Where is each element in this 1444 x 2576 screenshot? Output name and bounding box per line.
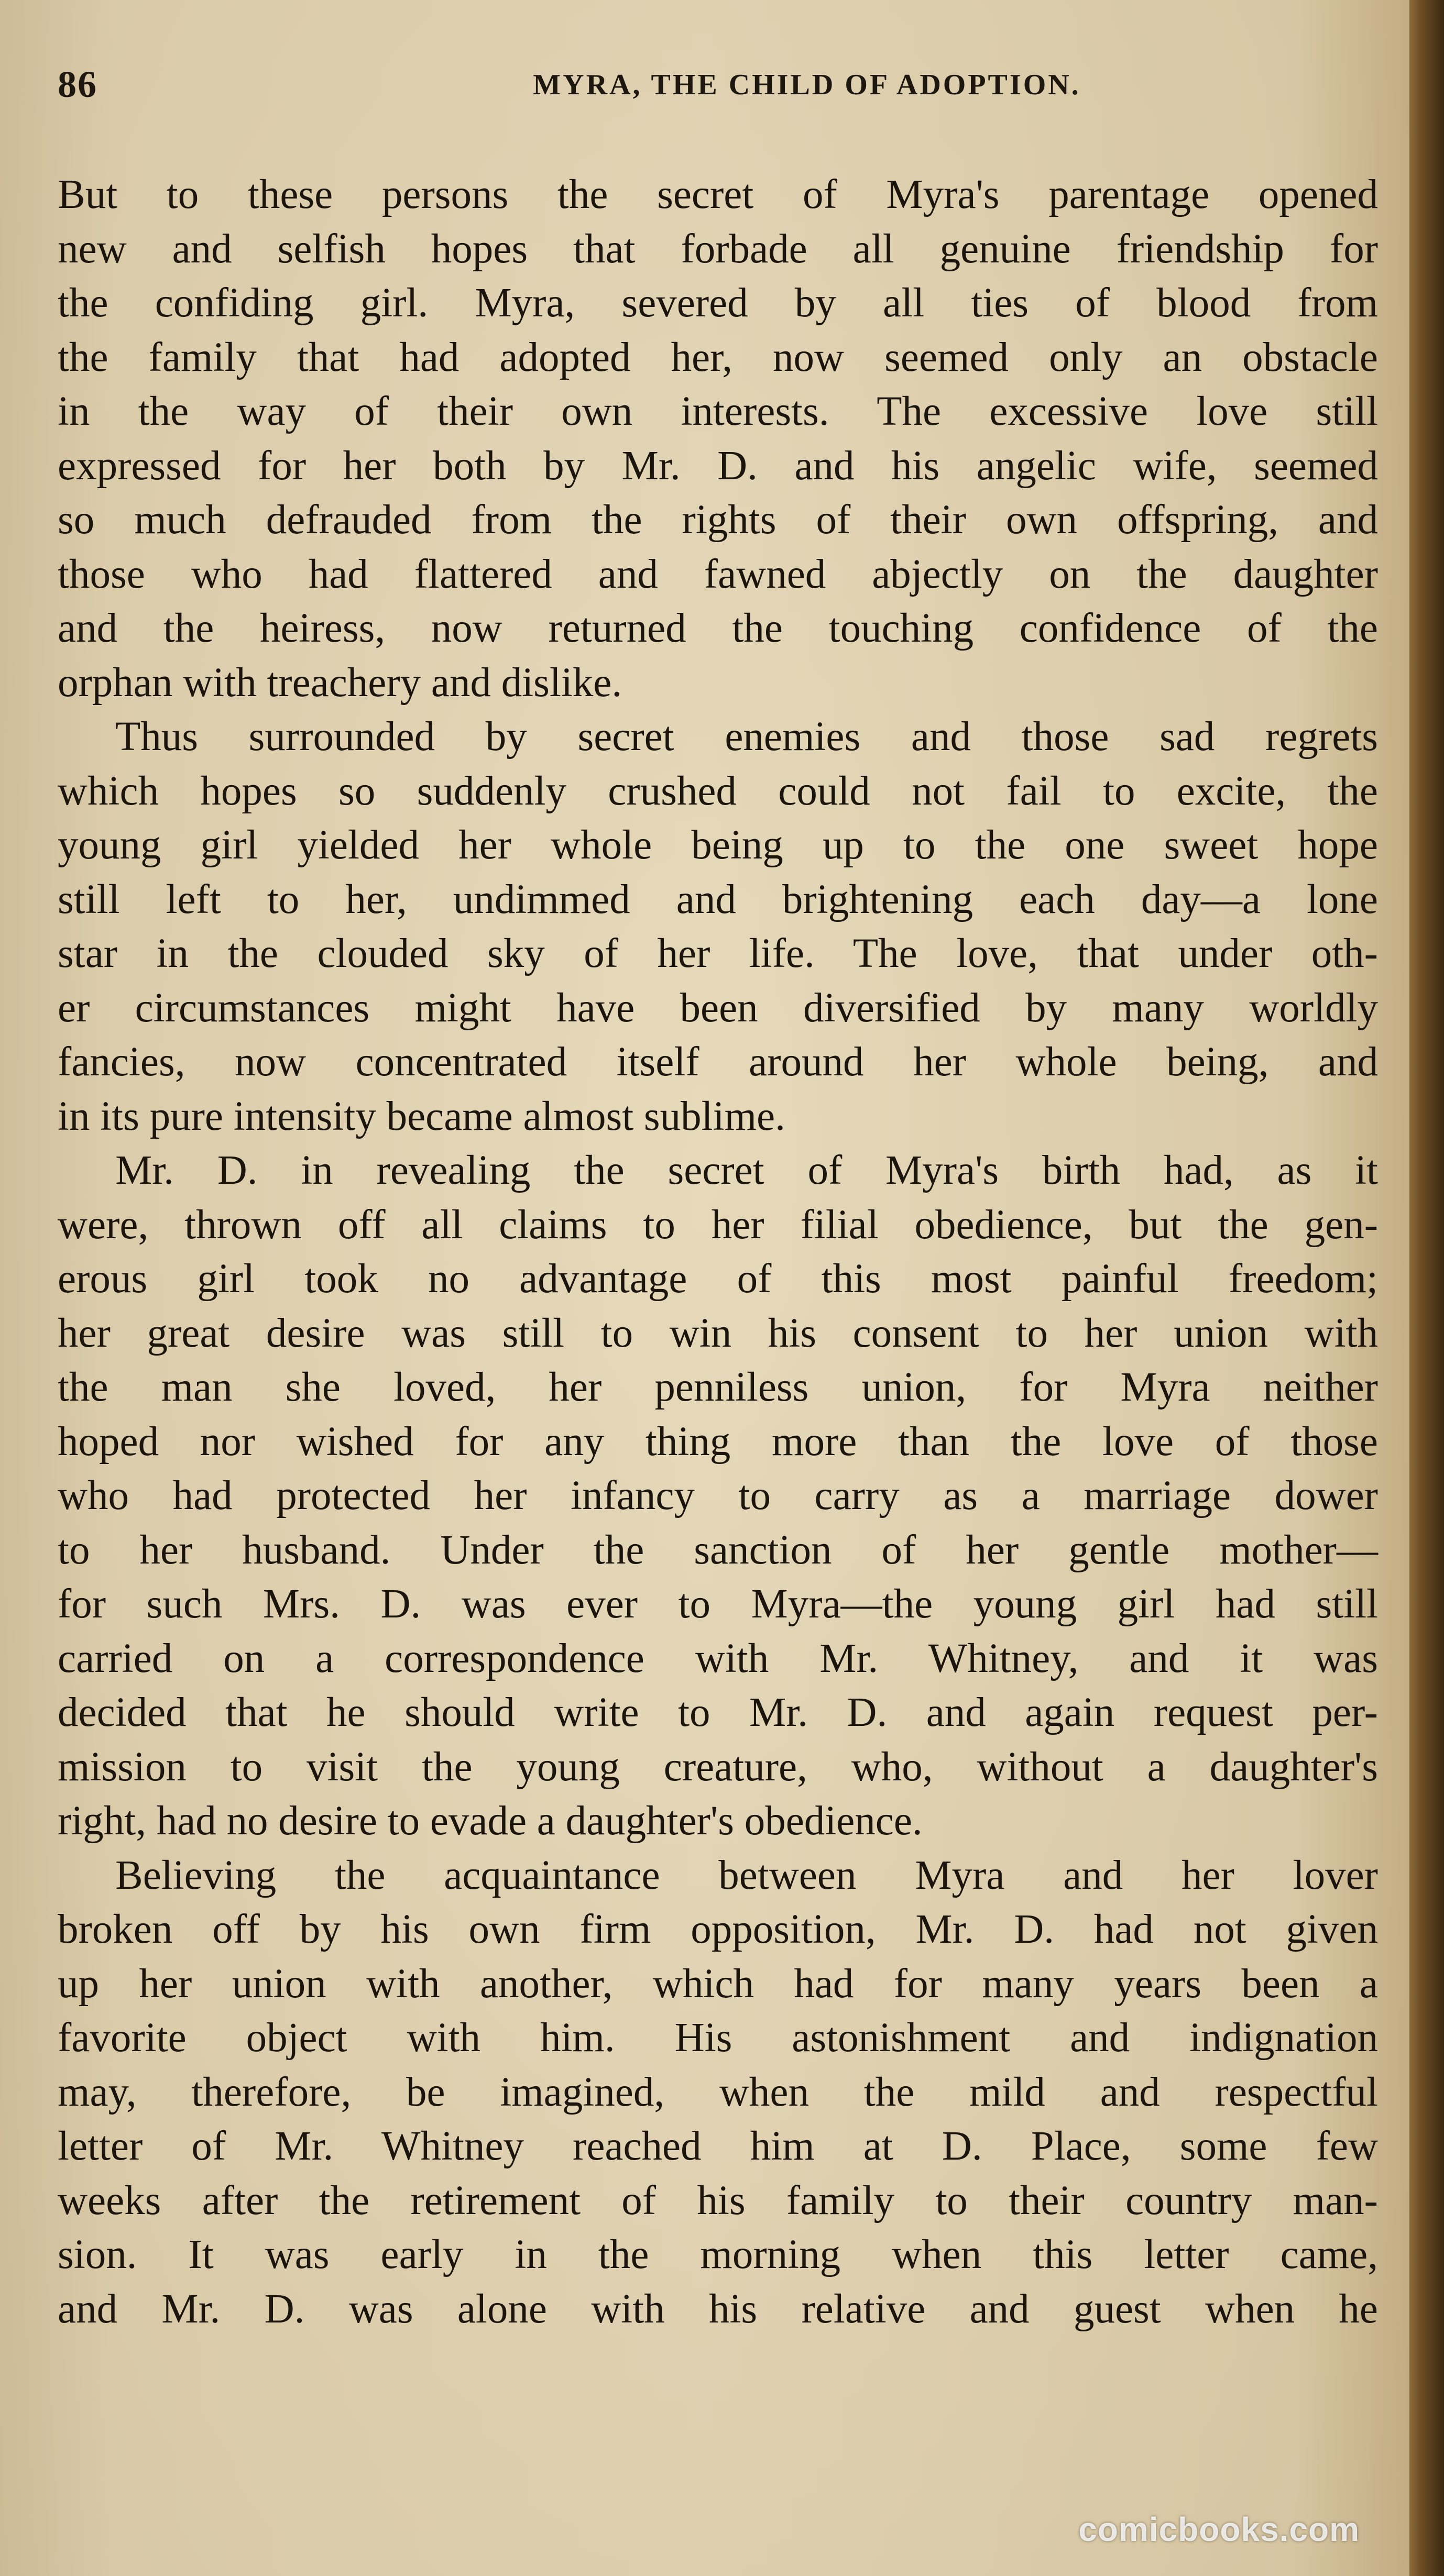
text-line: mission to visit the young creature, who, without a daughter's bbox=[58, 1744, 1378, 1790]
text-line: in its pure intensity became almost sublime. bbox=[58, 1093, 785, 1139]
text-line: so much defrauded from the rights of their own offspring, and bbox=[58, 497, 1378, 543]
text-line: sion. It was early in the morning when this letter came, bbox=[58, 2232, 1378, 2277]
text-line: letter of Mr. Whitney reached him at D. Place, some few bbox=[58, 2123, 1378, 2169]
text-line: the confiding girl. Myra, severed by all ties of blood from bbox=[58, 280, 1378, 326]
text-line: those who had flattered and fawned abjectly on the daughter bbox=[58, 551, 1378, 597]
text-line: orphan with treachery and dislike. bbox=[58, 659, 622, 706]
text-line: her great desire was still to win his consent to her union with bbox=[58, 1310, 1378, 1356]
text-line: may, therefore, be imagined, when the mild and respectful bbox=[58, 2069, 1378, 2115]
text-line: up her union with another, which had for many years been a bbox=[58, 1961, 1378, 2007]
text-line: fancies, now concentrated itself around her whole being, and bbox=[58, 1039, 1378, 1085]
page-header bbox=[58, 63, 1378, 110]
text-line: carried on a correspondence with Mr. Whitney, and it was bbox=[58, 1635, 1378, 1681]
text-line: in the way of their own interests. The excessive love still bbox=[58, 389, 1378, 434]
text-line: and Mr. D. was alone with his relative and guest when he bbox=[58, 2286, 1378, 2332]
text-line: still left to her, undimmed and brightening each day—a lone bbox=[58, 876, 1378, 922]
text-line: Thus surrounded by secret enemies and those sad regrets bbox=[115, 714, 1378, 759]
text-line: were, thrown off all claims to her filial obedience, but the gen- bbox=[58, 1202, 1378, 1248]
text-line: and the heiress, now returned the touching confidence of the bbox=[58, 606, 1378, 651]
text-line: which hopes so suddenly crushed could not fail to excite, the bbox=[58, 768, 1378, 814]
page-number: 86 bbox=[58, 63, 97, 105]
text-line: young girl yielded her whole being up to the one sweet hope bbox=[58, 822, 1378, 868]
text-line: who had protected her infancy to carry as a marriage dower bbox=[58, 1473, 1378, 1518]
text-line: star in the clouded sky of her life. The love, that under oth- bbox=[58, 931, 1378, 976]
body-text bbox=[58, 168, 1378, 2336]
text-line: erous girl took no advantage of this most painful freedom; bbox=[58, 1256, 1378, 1302]
text-line: the man she loved, her penniless union, for Myra neither bbox=[58, 1364, 1378, 1410]
text-line: weeks after the retirement of his family to their country man- bbox=[58, 2177, 1378, 2223]
text-line: hoped nor wished for any thing more than the love of those bbox=[58, 1418, 1378, 1465]
text-line: for such Mrs. D. was ever to Myra—the young girl had still bbox=[58, 1581, 1378, 1627]
text-line: decided that he should write to Mr. D. and again request per- bbox=[58, 1690, 1378, 1735]
text-line: But to these persons the secret of Myra's parentage opened bbox=[58, 172, 1378, 217]
running-title: MYRA, THE CHILD OF ADOPTION. bbox=[533, 69, 1081, 101]
text-line: the family that had adopted her, now seemed only an obstacle bbox=[58, 334, 1378, 380]
text-line: Mr. D. in revealing the secret of Myra's birth had, as it bbox=[115, 1148, 1378, 1193]
text-line: er circumstances might have been diversified by many worldly bbox=[58, 985, 1378, 1031]
text-line: right, had no desire to evade a daughter's obedience. bbox=[58, 1798, 923, 1844]
text-line: expressed for her both by Mr. D. and his angelic wife, seemed bbox=[58, 443, 1378, 489]
text-line: broken off by his own firm opposition, Mr. D. had not given bbox=[58, 1907, 1378, 1952]
text-line: Believing the acquaintance between Myra and her lover bbox=[115, 1852, 1378, 1898]
text-line: to her husband. Under the sanction of her gentle mother— bbox=[58, 1527, 1378, 1573]
watermark: comicbooks.com bbox=[1078, 2511, 1360, 2548]
text-line: favorite object with him. His astonishment and indignation bbox=[58, 2015, 1378, 2061]
text-line: new and selfish hopes that forbade all genuine friendship for bbox=[58, 226, 1378, 272]
book-spine bbox=[1409, 0, 1444, 2576]
